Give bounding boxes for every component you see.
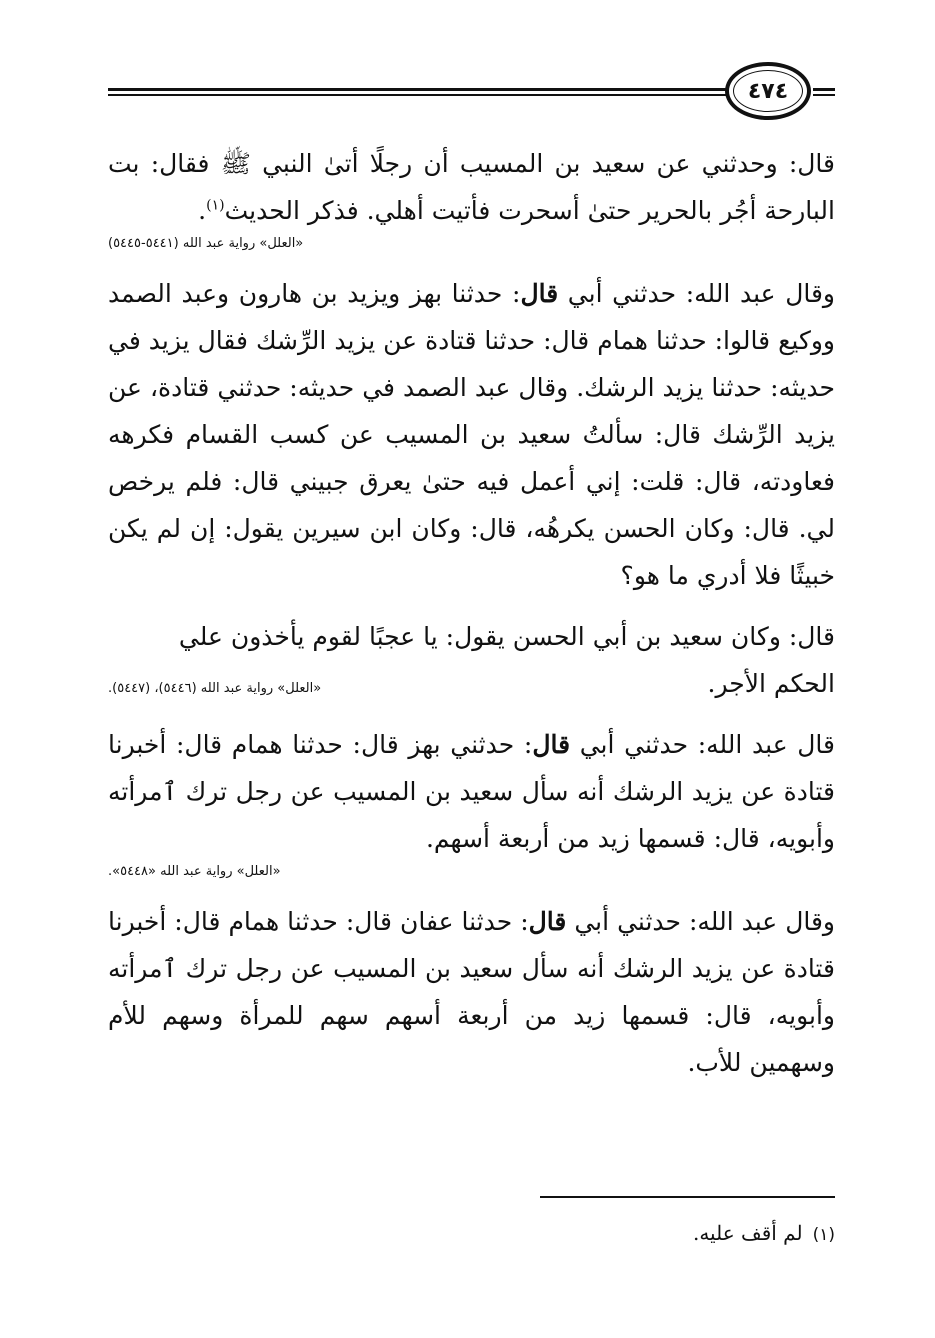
paragraph-4-text-end: : حدثني بهز قال: حدثنا همام قال: أخبرنا قتادة عن يزيد الرشك أنه سأل سعيد بن المسيب عن رجل ترك ٱمرأته وأبويه، قال: قسمها زيد من أربعة أسهم.: [108, 730, 835, 853]
paragraph-3-last-line: الحكم الأجر.: [707, 669, 835, 698]
paragraph-5: [108, 898, 835, 1086]
paragraph-2-text-start: وقال عبد الله: حدثني أبي: [558, 279, 835, 308]
paragraph-2-text-end: : حدثنا بهز ويزيد بن هارون وعبد الصمد ووكيع قالوا: حدثنا همام قال: حدثنا قتادة عن يزيد الرِّشك فقال يزيد في حديثه: حدثنا يزيد الرشك. وقال عبد الصمد في حديثه: حدثني قتادة، عن يزيد الرِّشك قال: سألتُ سعيد بن المسيب عن كسب القسام فكرهه فعاودته، قال: قلت: إني أعمل فيه حتىٰ يعرق جبيني قال: فلم يرخص لي. قال: وكان الحسن يكرهُه، قال: وكان ابن سيرين يقول: إن لم يكن خبيثًا فلا أدري ما هو؟: [108, 279, 835, 590]
footnote-1: [693, 1218, 835, 1250]
paragraph-2: [108, 270, 835, 599]
header-rule-thin: [108, 94, 726, 96]
page-number: ٤٧٤: [747, 78, 789, 104]
source-citation-1: «العلل» رواية عبد الله (٥٤٤١-٥٤٤٥): [108, 236, 304, 251]
paragraph-3: قال: وكان سعيد بن أبي الحسن يقول: يا عجبًا لقوم يأخذون علي: [178, 622, 835, 651]
footnote-separator: [540, 1196, 835, 1198]
paragraph-5-bold: قال: [528, 907, 567, 936]
paragraph-4-text-start: قال عبد الله: حدثني أبي: [570, 730, 835, 759]
paragraph-1-tail: .: [198, 196, 207, 225]
main-text: [108, 140, 835, 1086]
source-citation-3: «العلل» رواية عبد الله «٥٤٤٨».: [108, 864, 281, 879]
footnote-text: لم أقف عليه.: [692, 1221, 803, 1245]
source-citation-2: «العلل» رواية عبد الله (٥٤٤٦)، (٥٤٤٧).: [108, 681, 322, 696]
footnote-ref: (١): [206, 197, 225, 214]
paragraph-1: [108, 140, 835, 234]
page-header: [108, 60, 835, 120]
page-number-badge: [725, 62, 811, 120]
paragraph-3-last-line-row: [108, 660, 835, 707]
paragraph-5-text-end: : حدثنا عفان قال: حدثنا همام قال: أخبرنا قتادة عن يزيد الرشك أنه سأل سعيد بن المسيب عن رجل ترك ٱمرأته وأبويه، قال: قسمها زيد من أربعة أسهم سهم للمرأة وسهم للأم وسهمين للأب.: [108, 907, 835, 1077]
header-rule-right-thin: [813, 94, 835, 96]
header-rule-right-thick: [813, 88, 835, 91]
paragraph-4-bold: قال: [532, 730, 571, 759]
paragraph-5-text-start: وقال عبد الله: حدثني أبي: [566, 907, 835, 936]
paragraph-2-bold: قال: [520, 279, 559, 308]
footnote-number: (١): [812, 1225, 835, 1245]
paragraph-1-text: قال: وحدثني عن سعيد بن المسيب أن رجلًا أتىٰ النبي ﷺ فقال: بت البارحة أجُر بالحرير حتىٰ أسحرت فأتيت أهلي. فذكر الحديث: [108, 149, 835, 225]
header-rule-thick: [108, 88, 726, 91]
paragraph-4: [108, 721, 835, 862]
